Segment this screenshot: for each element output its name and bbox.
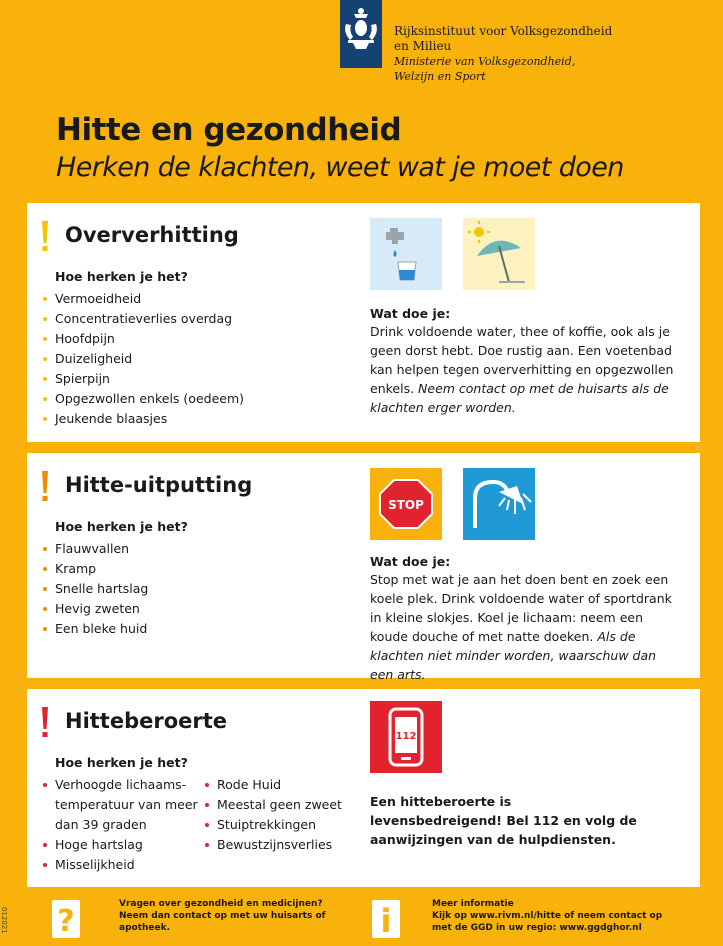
question-mark-icon [52, 900, 80, 938]
recognize-question: Hoe herken je het? [55, 269, 188, 284]
ministry-line-1: Ministerie van Volksgezondheid, [394, 55, 576, 68]
sun-umbrella-icon [463, 218, 535, 290]
section-hitteberoerte [27, 689, 700, 887]
section-oververhitting [27, 203, 700, 442]
footer-info [432, 898, 692, 934]
action-text: Een hitteberoerte is levensbedreigend! Bel 112 en volg de aanwijzingen van de hulpdiensten. [370, 794, 637, 847]
action-text [370, 570, 680, 684]
list-item: Misselijkheid [43, 855, 205, 875]
recognize-question: Hoe herken je het? [55, 519, 188, 534]
section-heading: Hitte-uitputting [65, 473, 253, 497]
warning-mark-icon [41, 707, 49, 739]
footer-question-text: Vragen over gezondheid en medicijnen? Neem dan contact op met uw huisarts of apotheek. [119, 899, 326, 933]
page-title: Hitte en gezondheid [56, 112, 402, 148]
symptom-list-right [205, 775, 342, 855]
recognize-question: Hoe herken je het? [55, 755, 188, 770]
list-item: Concentratieverlies overdag [43, 309, 244, 329]
organization-name [394, 24, 612, 84]
list-item: Verhoogde lichaams-temperatuur van meer dan 39 graden [43, 775, 205, 835]
svg-text:?: ? [57, 904, 75, 938]
symptom-list [43, 289, 244, 429]
org-line-2: en Milieu [394, 39, 452, 53]
list-item: Meestal geen zweet [205, 795, 342, 815]
list-item: Hoofdpijn [43, 329, 244, 349]
list-item: Flauwvallen [43, 539, 148, 559]
footer-info-title: Meer informatie [432, 899, 514, 909]
ministry-line-2: Welzijn en Sport [394, 70, 486, 83]
footer-info-line-2: met de GGD in uw regio: www.ggdghor.nl [432, 923, 642, 933]
page-subtitle: Herken de klachten, weet wat je moet doen [56, 152, 624, 183]
action-title: Wat doe je: [370, 306, 451, 321]
document-code: 012021 [0, 907, 8, 934]
list-item: Kramp [43, 559, 148, 579]
action-note: Als de klachten niet minder worden, waarschuw dan een arts. [370, 629, 657, 682]
footer-info-line-1: Kijk op www.rivm.nl/hitte of neem contact op [432, 911, 663, 921]
warning-mark-icon [41, 221, 49, 253]
action-text [370, 322, 680, 417]
info-icon [372, 900, 400, 938]
action-main: Drink voldoende water, thee of koffie, ook als je geen dorst hebt. Doe rustig aan. Een voetenbad kan helpen tegen oververhitting en opgezwollen enkels. [370, 324, 674, 396]
svg-text:i: i [380, 902, 392, 938]
action-note: Neem contact op met de huisarts als de klachten erger worden. [370, 381, 669, 415]
symptom-list [43, 539, 148, 639]
phone-number-label: 112 [395, 731, 417, 742]
action-title: Wat doe je: [370, 554, 451, 569]
section-heading: Hitteberoerte [65, 709, 228, 733]
list-item: Spierpijn [43, 369, 244, 389]
list-item: Snelle hartslag [43, 579, 148, 599]
warning-mark-icon [41, 471, 49, 503]
symptom-list-left [43, 775, 205, 875]
list-item: Duizeligheid [43, 349, 244, 369]
stop-sign-icon [370, 468, 442, 540]
list-item: Opgezwollen enkels (oedeem) [43, 389, 244, 409]
list-item: Vermoeidheid [43, 289, 244, 309]
phone-112-icon [370, 701, 442, 773]
section-heading: Oververhitting [65, 223, 239, 247]
list-item: Rode Huid [205, 775, 342, 795]
list-item: Stuiptrekkingen [205, 815, 342, 835]
list-item: Hoge hartslag [43, 835, 205, 855]
list-item: Een bleke huid [43, 619, 148, 639]
water-tap-icon [370, 218, 442, 290]
org-line-1: Rijksinstituut voor Volksgezondheid [394, 24, 613, 38]
stop-label: STOP [388, 498, 424, 512]
list-item: Jeukende blaasjes [43, 409, 244, 429]
list-item: Bewustzijnsverlies [205, 835, 342, 855]
section-hitte-uitputting [27, 453, 700, 682]
action-main: Stop met wat je aan het doen bent en zoek een koele plek. Drink voldoende water of sportdrank in kleine slokjes. Koel je lichaam: neem een koude douche of met natte doeken. [370, 572, 672, 644]
list-item: Hevig zweten [43, 599, 148, 619]
rijksoverheid-logo [340, 0, 382, 68]
shower-icon [463, 468, 535, 540]
